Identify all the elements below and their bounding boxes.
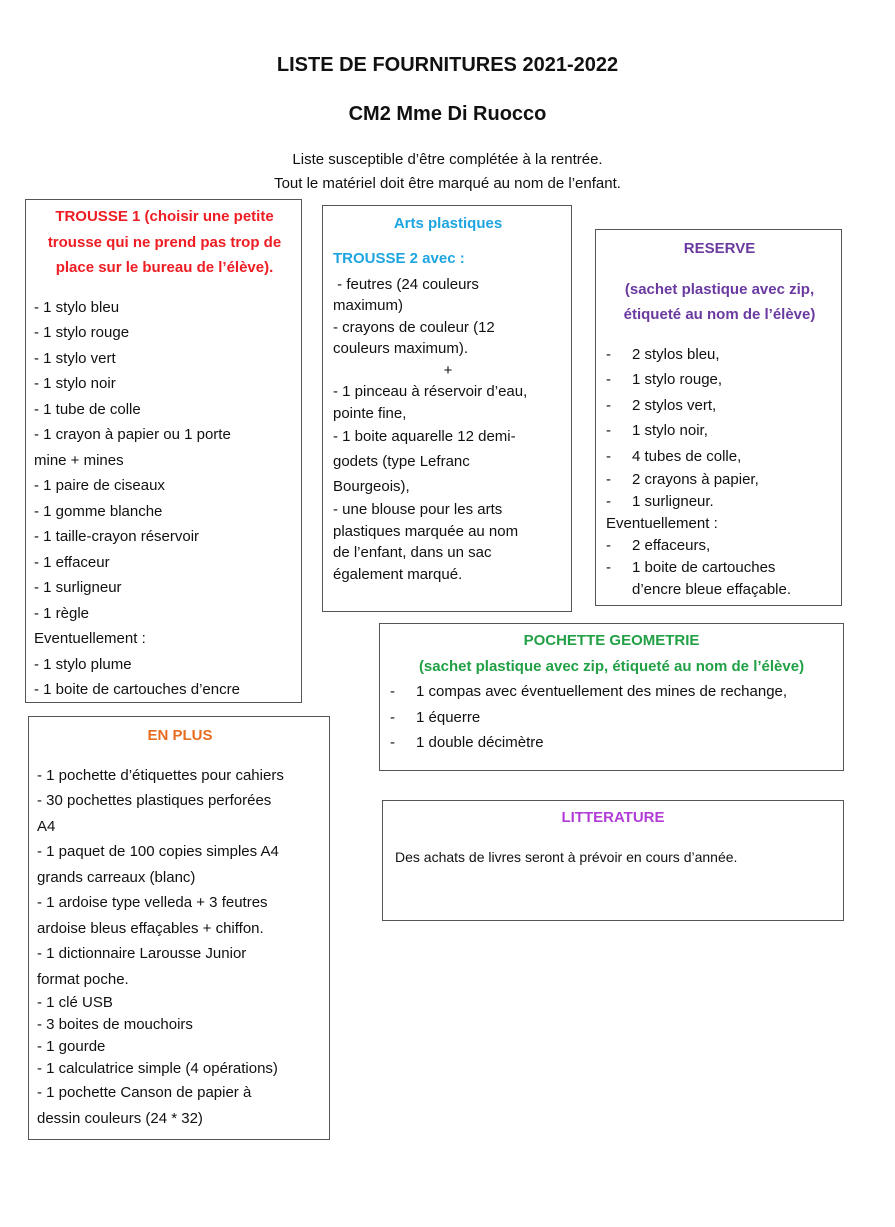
list-item: - 1 stylo bleu [34, 298, 120, 316]
intro-line: Tout le matériel doit être marqué au nom de l’enfant. [274, 175, 621, 192]
list-item: - 1 ardoise type velleda + 3 feutres [37, 894, 268, 911]
list-item: - 3 boites de mouchoirs [37, 1016, 193, 1033]
list-item: - 1 gomme blanche [34, 502, 163, 520]
list-item: couleurs maximum). [333, 340, 469, 357]
reserve-box [595, 229, 842, 606]
list-item: - feutres (24 couleurs [333, 275, 479, 293]
arts-subheading: TROUSSE 2 avec : [333, 250, 465, 267]
list-item: - 1 pinceau à réservoir d’eau, [333, 383, 528, 400]
list-item: - 1 stylo rouge, [606, 371, 723, 388]
list-item: format poche. [37, 970, 129, 988]
list-item: - 1 surligneur. [606, 493, 714, 510]
list-item: Eventuellement : [34, 630, 146, 647]
arts-heading: Arts plastiques [393, 215, 503, 232]
intro-text [0, 148, 895, 196]
list-item: plastiques marquée au nom [333, 522, 519, 540]
list-item: A4 [37, 817, 56, 835]
list-item: - 1 surligneur [34, 579, 122, 596]
geometrie-heading: POCHETTE GEOMETRIE [523, 632, 700, 649]
geometrie-box [379, 623, 844, 771]
list-item: - 1 double décimètre [390, 734, 544, 751]
list-item: - une blouse pour les arts [333, 501, 503, 518]
list-item: - 1 tube de colle [34, 400, 141, 418]
list-item: - 1 calculatrice simple (4 opérations) [37, 1060, 278, 1077]
trousse1-list [34, 295, 295, 703]
list-item: maximum) [333, 297, 403, 314]
list-item: godets (type Lefranc [333, 453, 470, 470]
list-item: - 1 boite de cartouches d’encre [34, 681, 240, 698]
list-item: également marqué. [333, 565, 463, 583]
litterature-text: Des achats de livres seront à prévoir en cours d’année. [395, 848, 738, 865]
list-item: - 1 stylo rouge [34, 324, 130, 341]
list-item: - 1 règle [34, 604, 90, 622]
geometrie-subheading: (sachet plastique avec zip, étiqueté au nom de l’élève) [418, 657, 805, 675]
list-item: - 2 stylos vert, [606, 396, 717, 414]
list-item: - 2 stylos bleu, [606, 345, 720, 363]
litterature-box [382, 800, 844, 921]
heading-line: place sur le bureau de l’élève). [55, 259, 274, 276]
list-item: - 1 gourde [37, 1038, 106, 1055]
list-item: - 1 boite de cartouches [606, 559, 776, 576]
list-item: - 1 stylo noir, [606, 422, 708, 439]
reserve-optional-label: Eventuellement : [606, 515, 718, 532]
list-item: d’encre bleue effaçable. [632, 581, 792, 598]
subheading-line: étiqueté au nom de l’élève) [623, 306, 816, 323]
list-item: Bourgeois), [333, 478, 410, 495]
reserve-subheading [606, 277, 833, 328]
list-item: - crayons de couleur (12 [333, 318, 495, 336]
list-item: - 1 crayon à papier ou 1 porte [34, 426, 231, 443]
list-item: - 1 taille-crayon réservoir [34, 528, 200, 545]
list-item: - 1 pochette Canson de papier à [37, 1084, 252, 1101]
intro-line: Liste susceptible d’être complétée à la rentrée. [292, 151, 603, 168]
list-item: mine + mines [34, 451, 124, 469]
trousse1-heading [34, 204, 295, 281]
list-item: - 1 effaceur [34, 553, 110, 571]
reserve-heading: RESERVE [683, 240, 756, 257]
en-plus-box [28, 716, 330, 1140]
list-item: - 1 pochette d’étiquettes pour cahiers [37, 766, 284, 784]
list-item: - 1 paquet de 100 copies simples A4 [37, 843, 279, 860]
subheading-line: (sachet plastique avec zip, [624, 280, 815, 298]
heading-line: TROUSSE 1 (choisir une petite [55, 208, 274, 225]
list-item: de l’enfant, dans un sac [333, 544, 492, 561]
litterature-heading: LITTERATURE [561, 809, 665, 826]
list-item: pointe fine, [333, 404, 407, 422]
list-item: - 2 crayons à papier, [606, 471, 759, 488]
list-item: grands carreaux (blanc) [37, 868, 196, 886]
list-item: - 1 stylo plume [34, 655, 132, 673]
list-item: - 1 clé USB [37, 994, 113, 1011]
list-item: - 1 stylo noir [34, 375, 116, 392]
list-item: dessin couleurs (24 * 32) [37, 1109, 203, 1127]
en-plus-heading: EN PLUS [147, 727, 213, 744]
list-item: - 4 tubes de colle, [606, 447, 742, 465]
plus-sign: + [443, 361, 453, 379]
list-item: - 1 stylo vert [34, 349, 116, 367]
class-name: CM2 Mme Di Ruocco [348, 103, 547, 125]
list-item: - 1 compas avec éventuellement des mines de rechange, [390, 683, 788, 700]
list-item: - 1 boite aquarelle 12 demi- [333, 428, 516, 445]
list-item: - 1 équerre [390, 708, 481, 726]
heading-line: trousse qui ne prend pas trop de [47, 233, 282, 251]
list-item: ardoise bleus effaçables + chiffon. [37, 919, 264, 937]
list-item: - 1 paire de ciseaux [34, 477, 165, 494]
list-item: - 2 effaceurs, [606, 537, 711, 554]
list-item: - 30 pochettes plastiques perforées [37, 792, 272, 809]
page-title: LISTE DE FOURNITURES 2021-2022 [276, 54, 619, 76]
arts-box [322, 205, 572, 612]
trousse1-box [25, 199, 302, 703]
list-item: - 1 dictionnaire Larousse Junior [37, 945, 247, 962]
